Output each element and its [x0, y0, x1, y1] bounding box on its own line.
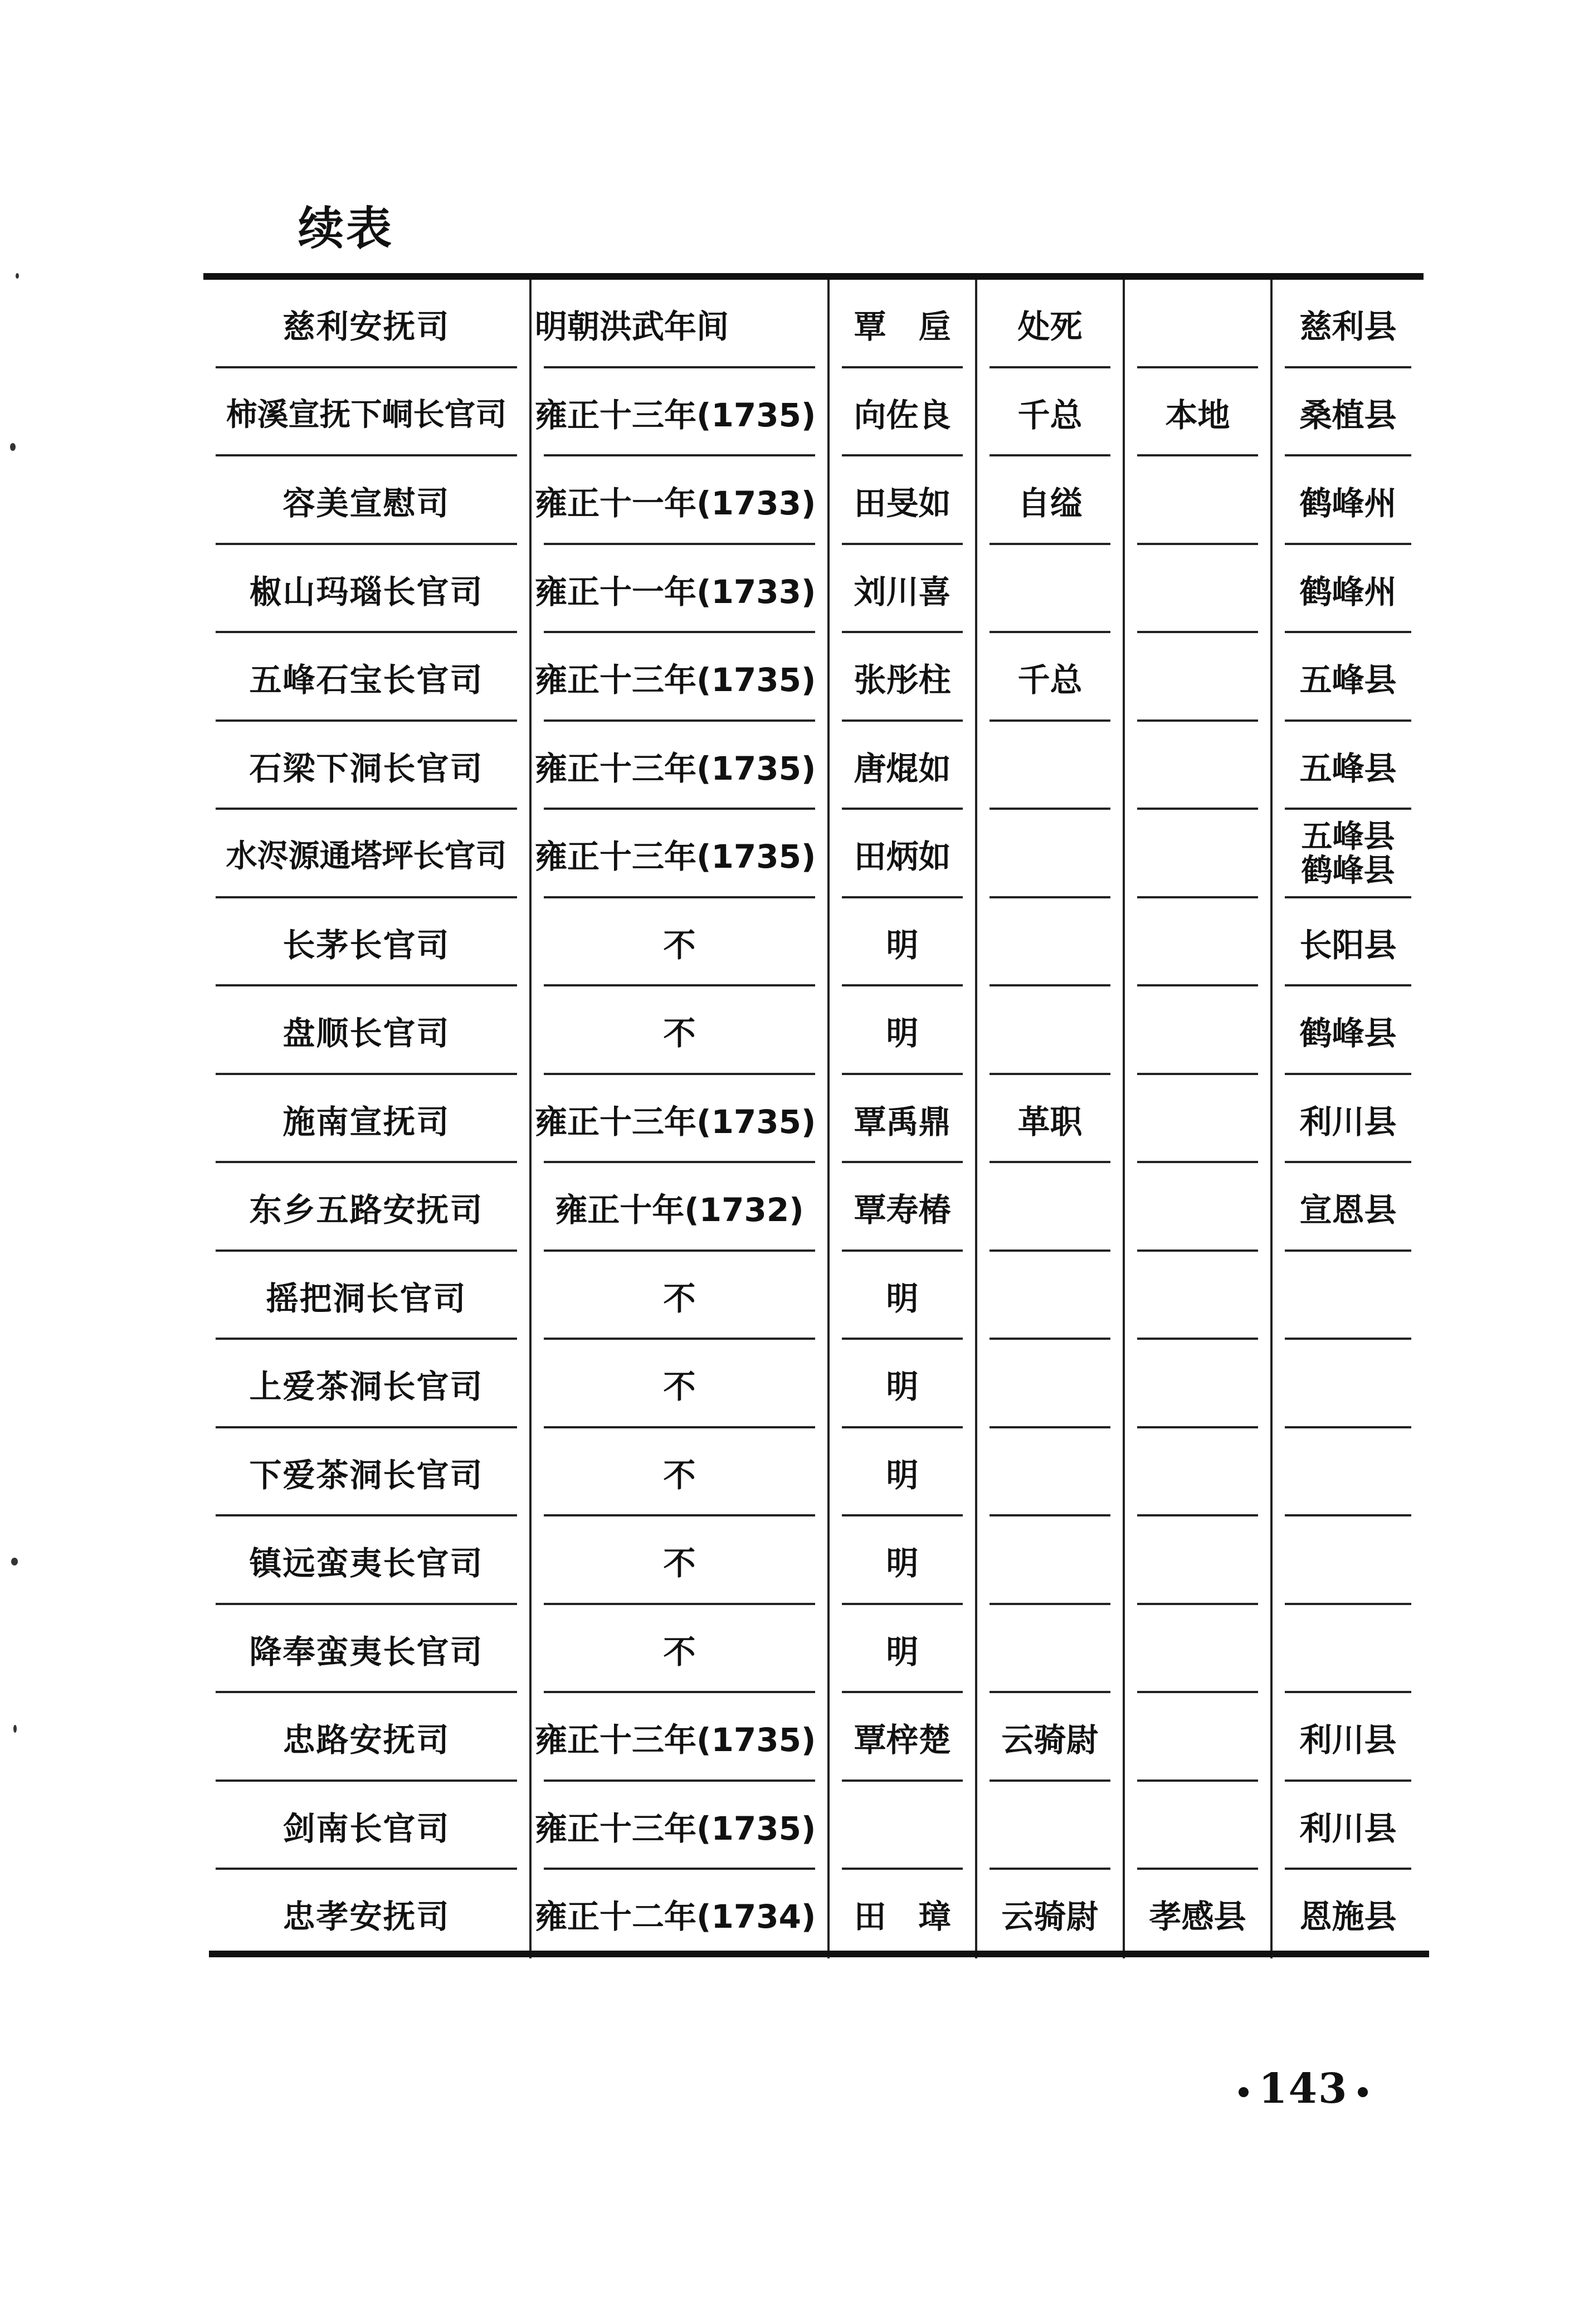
- abolished-date-text: 雍正十三年(1735): [535, 396, 816, 434]
- tusi-name-cell: [203, 1163, 529, 1252]
- scan-speck: [16, 273, 19, 279]
- last-chief-text: 明: [886, 1279, 919, 1317]
- last-chief-cell: [827, 898, 975, 987]
- disposition-text: 云骑尉: [1001, 1898, 1099, 1936]
- table-row: [203, 1075, 1424, 1164]
- tusi-name-text: 下爱茶洞长官司: [249, 1456, 484, 1494]
- last-chief-text: 明: [886, 926, 919, 964]
- present-county-cell: [1270, 456, 1424, 545]
- tusi-name-cell: [203, 1693, 529, 1782]
- resettled-place-cell: [1123, 368, 1270, 457]
- table-row: [203, 810, 1424, 898]
- tusi-name-cell: [203, 986, 529, 1075]
- last-chief-text: 明: [886, 1456, 919, 1494]
- disposition-cell: [975, 1870, 1123, 1958]
- abolished-date-text: 雍正十三年(1735): [535, 1721, 816, 1759]
- resettled-place-cell: [1123, 1163, 1270, 1252]
- disposition-cell: [975, 1516, 1123, 1605]
- abolished-date-text: 不: [663, 1544, 696, 1583]
- present-county-cell: [1270, 1693, 1424, 1782]
- present-county-cell: [1270, 1340, 1424, 1428]
- county-line: 鹤峰县: [1301, 853, 1395, 889]
- resettled-place-cell: [1123, 1340, 1270, 1428]
- page-number: [1229, 2065, 1378, 2113]
- tusi-name-cell: [203, 1340, 529, 1428]
- table-row: [203, 898, 1424, 987]
- disposition-cell: [975, 633, 1123, 722]
- tusi-name-cell: [203, 280, 529, 368]
- abolished-date-text: 不: [663, 1014, 696, 1053]
- table-row: [203, 1605, 1424, 1694]
- tusi-name-cell: [203, 1870, 529, 1958]
- present-county-cell: [1270, 1516, 1424, 1605]
- disposition-cell: [975, 456, 1123, 545]
- tusi-name-text: 摇把洞长官司: [266, 1279, 467, 1317]
- resettled-place-text: 本地: [1165, 396, 1230, 434]
- resettled-place-cell: [1123, 545, 1270, 634]
- tusi-name-text: 五峰石宝长官司: [249, 661, 484, 699]
- last-chief-text: 向佐良: [854, 396, 951, 434]
- table-row: [203, 1870, 1424, 1958]
- present-county-cell: [1270, 1428, 1424, 1517]
- resettled-place-text: 孝感县: [1149, 1898, 1246, 1936]
- tusi-name-cell: [203, 1605, 529, 1694]
- abolished-date-cell: [529, 1252, 827, 1340]
- resettled-place-cell: [1123, 1605, 1270, 1694]
- table-row: [203, 368, 1424, 457]
- scan-speck: [13, 1725, 17, 1733]
- tusi-name-cell: [203, 633, 529, 722]
- tusi-table: [203, 280, 1424, 1958]
- resettled-place-cell: [1123, 1252, 1270, 1340]
- resettled-place-cell: [1123, 1870, 1270, 1958]
- last-chief-cell: [827, 1870, 975, 1958]
- abolished-date-cell: [529, 1605, 827, 1694]
- present-county-text: 鹤峰县: [1299, 1014, 1397, 1053]
- table-row: [203, 1163, 1424, 1252]
- last-chief-text: 明: [886, 1368, 919, 1406]
- scan-speck: [10, 443, 16, 451]
- tusi-name-cell: [203, 545, 529, 634]
- abolished-date-text: 不: [663, 1368, 696, 1406]
- disposition-cell: [975, 986, 1123, 1075]
- abolished-date-cell: [529, 898, 827, 987]
- disposition-cell: [975, 1693, 1123, 1782]
- abolished-date-text: 不: [663, 926, 696, 964]
- table-row: [203, 722, 1424, 810]
- last-chief-text: 田炳如: [854, 838, 951, 876]
- tusi-name-text: 容美宣慰司: [282, 484, 450, 523]
- abolished-date-cell: [529, 1870, 827, 1958]
- abolished-date-text: 不: [663, 1632, 696, 1671]
- resettled-place-cell: [1123, 456, 1270, 545]
- disposition-text: 自缢: [1017, 484, 1083, 523]
- present-county-text: 利川县: [1299, 1721, 1397, 1759]
- abolished-date-cell: [529, 722, 827, 810]
- tusi-name-text: 椒山玛瑙长官司: [249, 572, 484, 611]
- disposition-text: 千总: [1017, 661, 1083, 699]
- abolished-date-text: 不: [663, 1456, 696, 1494]
- present-county-cell: [1270, 1252, 1424, 1340]
- resettled-place-cell: [1123, 1428, 1270, 1517]
- page-number-text: 143: [1259, 2065, 1348, 2113]
- table-row: [203, 1428, 1424, 1517]
- tusi-name-cell: [203, 456, 529, 545]
- last-chief-cell: [827, 368, 975, 457]
- abolished-date-cell: [529, 545, 827, 634]
- present-county-text: 慈利县: [1299, 308, 1397, 346]
- tusi-name-cell: [203, 1252, 529, 1340]
- resettled-place-cell: [1123, 1693, 1270, 1782]
- tusi-name-text: 忠路安抚司: [282, 1721, 450, 1759]
- abolished-date-cell: [529, 1693, 827, 1782]
- resettled-place-cell: [1123, 1782, 1270, 1870]
- resettled-place-cell: [1123, 898, 1270, 987]
- disposition-cell: [975, 1163, 1123, 1252]
- abolished-date-cell: [529, 1163, 827, 1252]
- abolished-date-text: 雍正十三年(1735): [535, 1809, 816, 1847]
- last-chief-text: 刘川喜: [854, 572, 951, 611]
- present-county-text: 长阳县: [1299, 926, 1397, 964]
- present-county-cell: [1270, 986, 1424, 1075]
- bullet-left: [1239, 2087, 1249, 2097]
- last-chief-text: 明: [886, 1544, 919, 1583]
- present-county-cell: [1270, 545, 1424, 634]
- abolished-date-cell: [529, 456, 827, 545]
- tusi-name-text: 水浕源通塔坪长官司: [226, 838, 507, 875]
- last-chief-cell: [827, 1693, 975, 1782]
- table-row: [203, 1693, 1424, 1782]
- disposition-cell: [975, 545, 1123, 634]
- tusi-name-text: 忠孝安抚司: [282, 1898, 450, 1936]
- resettled-place-cell: [1123, 280, 1270, 368]
- tusi-name-text: 柿溪宣抚下峒长官司: [226, 396, 507, 433]
- table-row: [203, 1782, 1424, 1870]
- present-county-cell: [1270, 633, 1424, 722]
- tusi-name-cell: [203, 368, 529, 457]
- present-county-text: 利川县: [1299, 1102, 1397, 1141]
- resettled-place-cell: [1123, 633, 1270, 722]
- abolished-date-text: 雍正十年(1732): [555, 1191, 804, 1229]
- present-county-cell: [1270, 1605, 1424, 1694]
- tusi-name-text: 石梁下洞长官司: [249, 749, 484, 787]
- abolished-date-text: 雍正十二年(1734): [535, 1898, 816, 1936]
- last-chief-cell: [827, 1516, 975, 1605]
- disposition-text: 云骑尉: [1001, 1721, 1099, 1759]
- last-chief-text: 覃梓楚: [854, 1721, 951, 1759]
- table-title: 续表: [298, 202, 394, 255]
- disposition-text: 处死: [1017, 308, 1083, 346]
- present-county-text: 利川县: [1299, 1809, 1397, 1847]
- present-county-cell: [1270, 1163, 1424, 1252]
- present-county-cell: [1270, 810, 1424, 898]
- top-rule: [203, 273, 1424, 280]
- bottom-rule: [209, 1951, 1429, 1957]
- disposition-cell: [975, 898, 1123, 987]
- last-chief-text: 覃寿椿: [854, 1191, 951, 1229]
- abolished-date-cell: [529, 1782, 827, 1870]
- table-row: [203, 545, 1424, 634]
- abolished-date-text: 雍正十三年(1735): [535, 749, 816, 787]
- tusi-name-text: 盘顺长官司: [282, 1014, 450, 1053]
- tusi-name-cell: [203, 1075, 529, 1164]
- abolished-date-cell: [529, 633, 827, 722]
- last-chief-cell: [827, 1252, 975, 1340]
- table-row: [203, 1516, 1424, 1605]
- table-row: [203, 986, 1424, 1075]
- disposition-cell: [975, 368, 1123, 457]
- present-county-text: 桑植县: [1299, 396, 1397, 434]
- present-county-text: 宣恩县: [1299, 1191, 1397, 1229]
- table-row: [203, 456, 1424, 545]
- tusi-name-cell: [203, 1428, 529, 1517]
- present-county-cell: [1270, 280, 1424, 368]
- abolished-date-cell: [529, 1340, 827, 1428]
- tusi-name-cell: [203, 1782, 529, 1870]
- disposition-cell: [975, 722, 1123, 810]
- abolished-date-cell: [529, 1075, 827, 1164]
- present-county-cell: [1270, 898, 1424, 987]
- last-chief-text: 覃 垕: [854, 308, 951, 346]
- last-chief-cell: [827, 1075, 975, 1164]
- disposition-cell: [975, 1428, 1123, 1517]
- tusi-name-cell: [203, 722, 529, 810]
- last-chief-text: 田旻如: [854, 484, 951, 523]
- table-row: [203, 280, 1424, 368]
- present-county-cell: [1270, 1782, 1424, 1870]
- last-chief-cell: [827, 280, 975, 368]
- last-chief-cell: [827, 1605, 975, 1694]
- last-chief-text: 唐焜如: [854, 749, 951, 787]
- present-county-cell: [1270, 368, 1424, 457]
- abolished-date-text: 雍正十一年(1733): [535, 572, 816, 611]
- last-chief-cell: [827, 722, 975, 810]
- bullet-right: [1358, 2087, 1368, 2097]
- abolished-date-text: 雍正十一年(1733): [535, 484, 816, 523]
- last-chief-cell: [827, 810, 975, 898]
- disposition-cell: [975, 810, 1123, 898]
- disposition-text: 千总: [1017, 396, 1083, 434]
- tusi-name-text: 镇远蛮夷长官司: [249, 1544, 484, 1583]
- disposition-cell: [975, 1252, 1123, 1340]
- last-chief-cell: [827, 456, 975, 545]
- abolished-date-text: 雍正十三年(1735): [535, 838, 816, 876]
- abolished-date-cell: [529, 1428, 827, 1517]
- abolished-date-cell: [529, 280, 827, 368]
- abolished-date-text: 明朝洪武年间: [535, 308, 729, 346]
- present-county-text: 鹤峰州: [1299, 484, 1397, 523]
- last-chief-text: 覃禹鼎: [854, 1102, 951, 1141]
- abolished-date-cell: [529, 986, 827, 1075]
- last-chief-cell: [827, 633, 975, 722]
- tusi-name-text: 上爱茶洞长官司: [249, 1368, 484, 1406]
- last-chief-cell: [827, 986, 975, 1075]
- last-chief-cell: [827, 1428, 975, 1517]
- tusi-name-text: 慈利安抚司: [282, 308, 450, 346]
- table-row: [203, 633, 1424, 722]
- resettled-place-cell: [1123, 1075, 1270, 1164]
- present-county-text: 恩施县: [1299, 1898, 1397, 1936]
- disposition-cell: [975, 1782, 1123, 1870]
- disposition-cell: [975, 1075, 1123, 1164]
- abolished-date-text: 雍正十三年(1735): [535, 1102, 816, 1141]
- disposition-cell: [975, 1605, 1123, 1694]
- tusi-name-text: 东乡五路安抚司: [249, 1191, 484, 1229]
- present-county-cell: [1270, 1075, 1424, 1164]
- tusi-name-cell: [203, 1516, 529, 1605]
- abolished-date-cell: [529, 810, 827, 898]
- last-chief-text: 田 璋: [854, 1898, 951, 1936]
- resettled-place-cell: [1123, 986, 1270, 1075]
- present-county-text: 五峰县: [1299, 661, 1397, 699]
- resettled-place-cell: [1123, 810, 1270, 898]
- disposition-cell: [975, 280, 1123, 368]
- disposition-text: 革职: [1017, 1102, 1083, 1141]
- tusi-name-text: 施南宣抚司: [282, 1102, 450, 1141]
- abolished-date-cell: [529, 1516, 827, 1605]
- tusi-name-cell: [203, 898, 529, 987]
- disposition-cell: [975, 1340, 1123, 1428]
- tusi-name-text: 剑南长官司: [282, 1809, 450, 1847]
- last-chief-cell: [827, 545, 975, 634]
- table-row: [203, 1252, 1424, 1340]
- abolished-date-text: 雍正十三年(1735): [535, 661, 816, 699]
- present-county-cell: [1270, 722, 1424, 810]
- last-chief-text: 明: [886, 1632, 919, 1671]
- last-chief-cell: [827, 1782, 975, 1870]
- present-county-text: 鹤峰州: [1299, 572, 1397, 611]
- present-county-text: 五峰县: [1299, 749, 1397, 787]
- last-chief-text: 张彤柱: [854, 661, 951, 699]
- abolished-date-cell: [529, 368, 827, 457]
- present-county-cell: [1270, 1870, 1424, 1958]
- abolished-date-text: 不: [663, 1279, 696, 1317]
- tusi-name-cell: [203, 810, 529, 898]
- tusi-name-text: 长茅长官司: [282, 926, 450, 964]
- table-row: [203, 1340, 1424, 1428]
- last-chief-cell: [827, 1163, 975, 1252]
- resettled-place-cell: [1123, 722, 1270, 810]
- last-chief-text: 明: [886, 1014, 919, 1053]
- resettled-place-cell: [1123, 1516, 1270, 1605]
- county-line: 五峰县: [1301, 818, 1395, 855]
- last-chief-cell: [827, 1340, 975, 1428]
- scan-speck: [11, 1558, 18, 1565]
- tusi-name-text: 降奉蛮夷长官司: [249, 1632, 484, 1671]
